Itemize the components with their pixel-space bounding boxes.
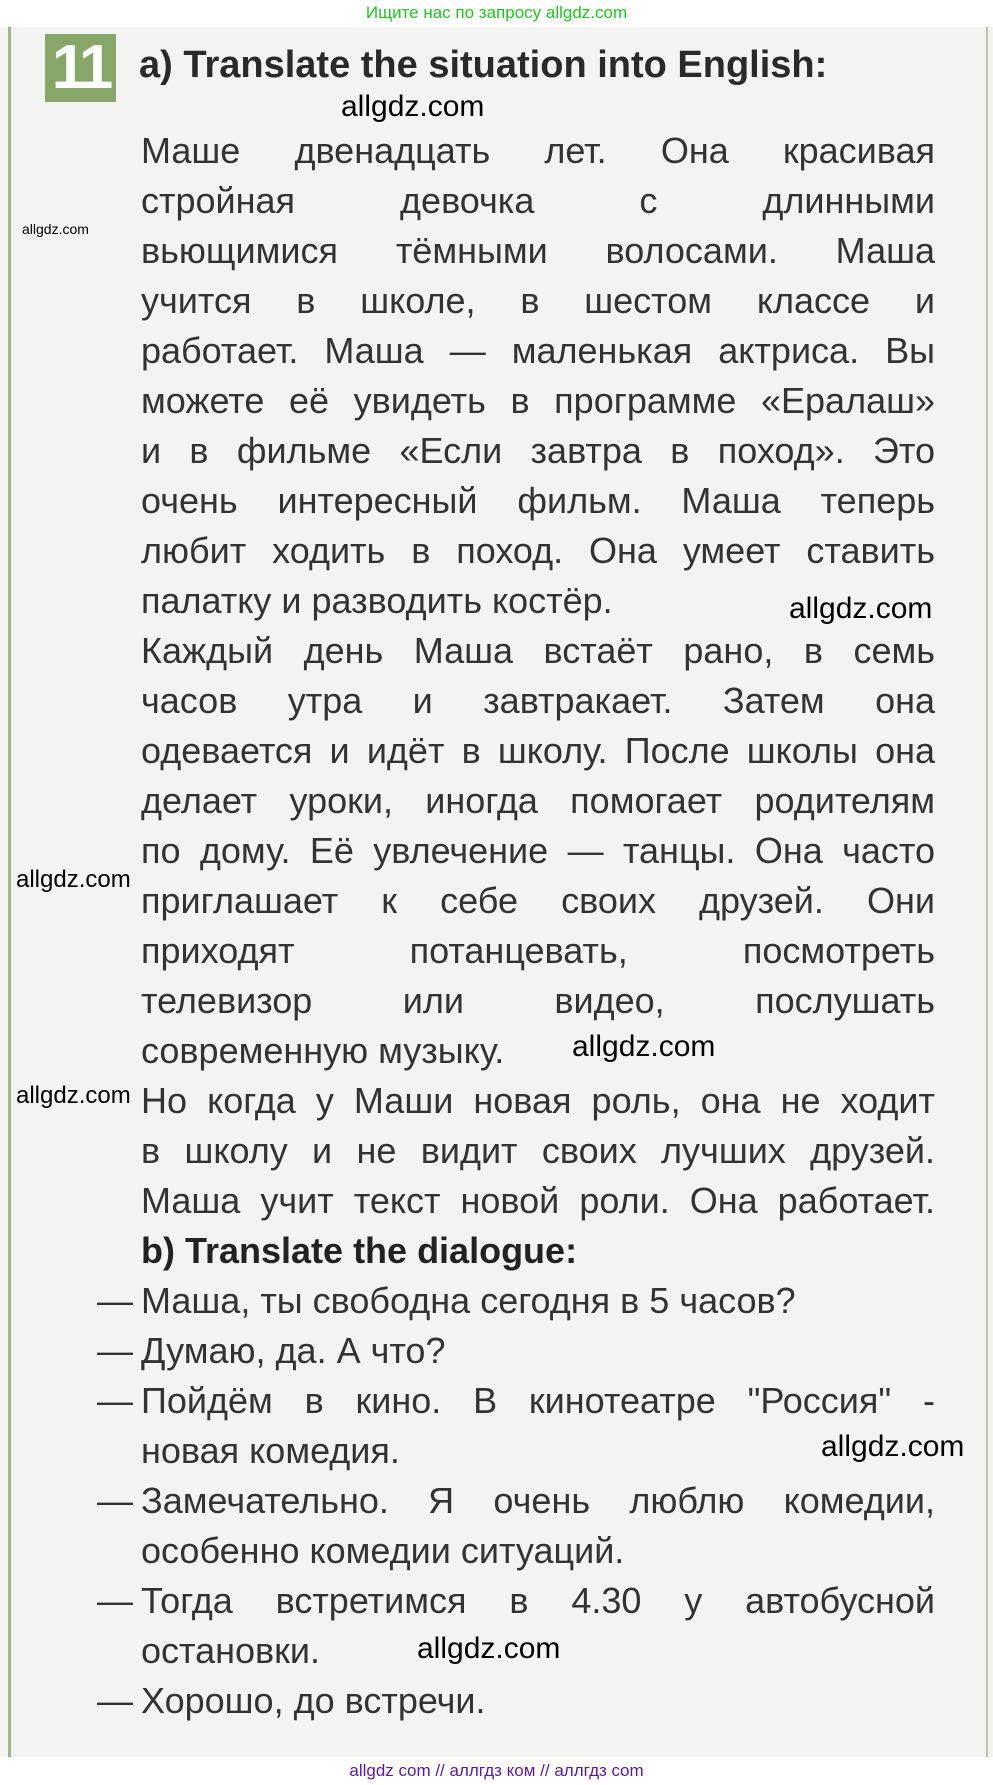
watermark: allgdz.com (16, 866, 131, 893)
task-a-heading: a) Translate the situation into English: (139, 44, 828, 86)
task-b-heading (141, 1226, 935, 1276)
dialogue-line (97, 1576, 935, 1626)
text-line (141, 476, 935, 526)
footer-links[interactable]: allgdz com // аллгдз ком // аллгдз com (349, 1761, 644, 1780)
text-line (141, 376, 935, 426)
text-line (141, 1076, 935, 1126)
text-line (141, 176, 935, 226)
text-line (141, 276, 935, 326)
line-text: Думаю, да. А что? (141, 1330, 446, 1371)
text-line (141, 776, 935, 826)
text-line (141, 1176, 935, 1226)
line-text: палатку и разводить костёр. (141, 580, 613, 621)
text-line (141, 326, 935, 376)
line-text: Но когда у Маши новая роль, она не ходит (141, 1080, 935, 1121)
watermark: allgdz.com (821, 1430, 965, 1463)
line-text: телевизор или видео, послушать (141, 980, 935, 1021)
text-line (141, 726, 935, 776)
dialogue-dash: — (97, 1480, 133, 1521)
line-text: в школу и не видит своих лучших друзей. (141, 1130, 935, 1171)
text-line (141, 1426, 935, 1476)
line-text: Хорошо, до встречи. (141, 1680, 486, 1721)
watermark: allgdz.com (341, 90, 485, 123)
text-line (141, 1026, 935, 1076)
line-text: стройная девочка с длинными (141, 180, 935, 221)
text-line (141, 1126, 935, 1176)
top-banner-link[interactable]: Ищите нас по запросу allgdz.com (365, 3, 628, 22)
text-line (141, 526, 935, 576)
line-text: вьющимися тёмными волосами. Маша (141, 230, 935, 271)
page-border-right (986, 27, 988, 1757)
line-text: особенно комедии ситуаций. (141, 1530, 625, 1571)
dialogue-dash: — (97, 1280, 133, 1321)
line-text: одевается и идёт в школу. После школы она (141, 730, 935, 771)
line-text: и в фильме «Если завтра в поход». Это (141, 430, 935, 471)
line-text: работает. Маша — маленькая актриса. Вы (141, 330, 935, 371)
line-text: можете её увидеть в программе «Ералаш» (141, 380, 935, 421)
dialogue-line (97, 1676, 935, 1726)
dialogue-dash: — (97, 1330, 133, 1371)
dialogue-dash: — (97, 1380, 133, 1421)
text-line (141, 926, 935, 976)
line-text: часов утра и завтракает. Затем она (141, 680, 935, 721)
text-line (141, 826, 935, 876)
line-text: Маша, ты свободна сегодня в 5 часов? (141, 1280, 796, 1321)
line-text: любит ходить в поход. Она умеет ставить (141, 530, 935, 571)
watermark: allgdz.com (789, 592, 933, 625)
dialogue-line (97, 1326, 935, 1376)
watermark: allgdz.com (417, 1632, 561, 1665)
text-line (141, 126, 935, 176)
line-text: Каждый день Маша встаёт рано, в семь (141, 630, 935, 671)
text-line (141, 676, 935, 726)
watermark: allgdz.com (22, 221, 89, 237)
text-line (141, 226, 935, 276)
line-text: Тогда встретимся в 4.30 у автобусной (141, 1580, 935, 1621)
watermark: allgdz.com (572, 1030, 716, 1063)
exercise-number-badge: 11 (45, 34, 116, 102)
line-text: остановки. (141, 1630, 321, 1671)
text-line (141, 976, 935, 1026)
page-border-left (8, 27, 11, 1757)
line-text: b) Translate the dialogue: (141, 1230, 578, 1271)
line-text: по дому. Её увлечение — танцы. Она часто (141, 830, 935, 871)
line-text: делает уроки, иногда помогает родителям (141, 780, 935, 821)
line-text: приходят потанцевать, посмотреть (141, 930, 935, 971)
text-line (141, 1526, 935, 1576)
dialogue-dash: — (97, 1680, 133, 1721)
dialogue-dash: — (97, 1580, 133, 1621)
line-text: очень интересный фильм. Маша теперь (141, 480, 935, 521)
line-text: новая комедия. (141, 1430, 400, 1471)
text-line (141, 876, 935, 926)
line-text: Замечательно. Я очень люблю комедии, (141, 1480, 935, 1521)
line-text: приглашает к себе своих друзей. Они (141, 880, 935, 921)
text-line (141, 426, 935, 476)
line-text: современную музыку. (141, 1030, 505, 1071)
line-text: Пойдём в кино. В кинотеатре "Россия" - (141, 1380, 935, 1421)
line-text: Маша учит текст новой роли. Она работает. (141, 1180, 935, 1221)
dialogue-line (97, 1476, 935, 1526)
line-text: учится в школе, в шестом классе и (141, 280, 935, 321)
dialogue-line (97, 1276, 935, 1326)
watermark: allgdz.com (16, 1082, 131, 1109)
text-line (141, 626, 935, 676)
line-text: Маше двенадцать лет. Она красивая (141, 130, 935, 171)
dialogue-line (97, 1376, 935, 1426)
